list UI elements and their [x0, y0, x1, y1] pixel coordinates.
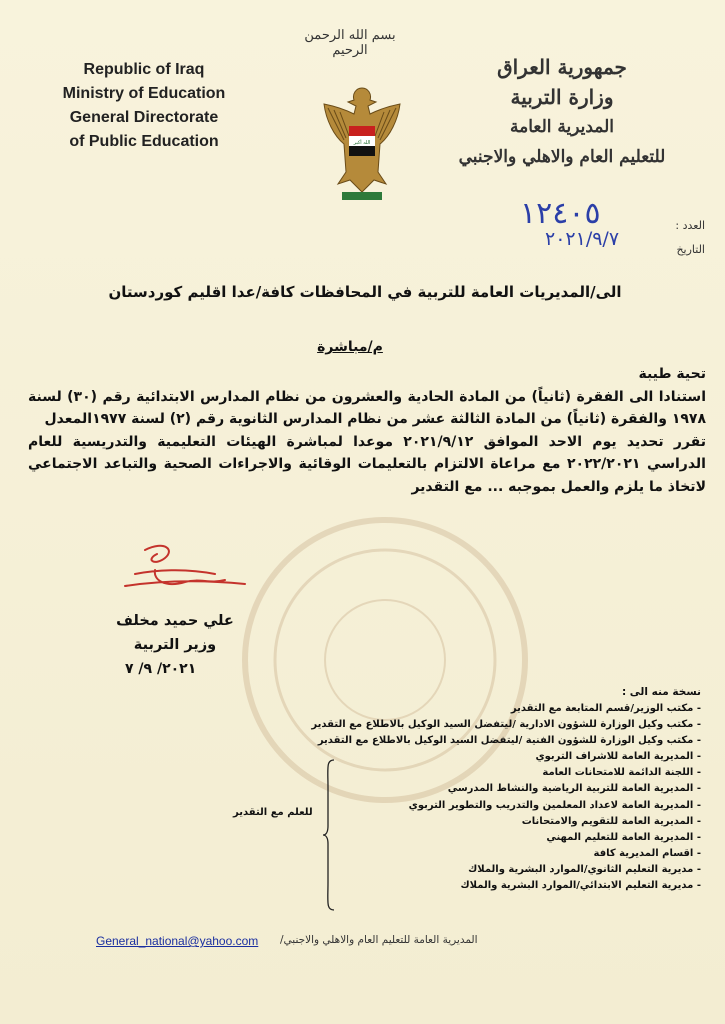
list-item: - مكتب الوزير/قسم المتابعة مع التقدير — [141, 701, 701, 717]
copies-list — [141, 701, 701, 894]
list-item: - المديرية العامة للاشراف التربوي — [141, 749, 701, 765]
eagle-emblem-icon — [316, 80, 408, 208]
list-item: - مكتب وكيل الوزارة للشؤون الفنية /ليتفضل السيد الوكيل بالاطلاع مع التقدير — [141, 733, 701, 749]
letterhead-line-2: Ministry of Education — [62, 85, 226, 102]
arabic-letterhead-line-1: جمهورية العراق — [497, 55, 627, 79]
brace-icon — [322, 758, 336, 912]
list-item: - المديرية العامة للتربية الرياضية والنشاط المدرسي — [141, 781, 701, 797]
signatory-title: وزير التربية — [133, 637, 217, 653]
date-label: التاريخ — [676, 243, 705, 256]
list-item: - مكتب وكيل الوزارة للشؤون الادارية /ليتفضل السيد الوكيل بالاطلاع مع التقدير — [141, 717, 701, 733]
greeting: تحية طيبة — [638, 366, 706, 382]
arabic-letterhead-line-3: المديرية العامة — [509, 117, 615, 137]
footer-email-link[interactable]: General_national@yahoo.com — [96, 934, 259, 948]
list-item: - المديرية العامة للتقويم والامتحانات — [141, 814, 701, 830]
date-value: ٢٠٢١/٩/٧ — [545, 228, 620, 250]
list-item: - مديرية التعليم الثانوي/الموارد البشرية والملاك — [141, 862, 701, 878]
emblem-text: الله أكبر — [353, 140, 371, 146]
list-item: - اقسام المديرية كافة — [141, 846, 701, 862]
arabic-letterhead-line-4: للتعليم العام والاهلي والاجنبي — [458, 147, 666, 167]
copies-title: نسخة منه الى : — [621, 686, 701, 698]
arabic-letterhead-line-2: وزارة التربية — [510, 85, 614, 109]
signature-date: ٢٠٢١/ ٩/ ٧ — [125, 661, 197, 677]
number-label: العدد : — [675, 219, 705, 232]
basmala: بسم الله الرحمن الرحيم — [304, 28, 396, 58]
signatory — [110, 609, 240, 657]
letterhead-line-1: Republic of Iraq — [83, 61, 205, 78]
subject-line: م/مباشرة — [317, 339, 383, 355]
number-value: ١٢٤٠٥ — [520, 196, 601, 231]
list-item: - مديرية التعليم الابتدائي/الموارد البشرية والملاك — [141, 878, 701, 894]
signatory-name: علي حميد مخلف — [116, 613, 234, 629]
arabic-letterhead — [447, 52, 677, 172]
list-item: - اللجنة الدائمة للامتحانات العامة — [141, 765, 701, 781]
letter-body — [28, 363, 706, 499]
letterhead-line-4: of Public Education — [69, 133, 219, 150]
addressee-line: الى/المديريات العامة للتربية في المحافظات كافة/عدا اقليم كوردستان — [108, 283, 622, 301]
handwritten-signature — [105, 540, 255, 620]
footer-directorate: المديرية العامة للتعليم العام والاهلي والاجنبي/ — [280, 934, 478, 946]
english-letterhead — [44, 58, 244, 154]
brace-label: للعلم مع التقدير — [233, 807, 313, 818]
list-item: - المديرية العامة للتعليم المهني — [141, 830, 701, 846]
body-paragraph-2: تقرر تحديد يوم الاحد الموافق ٢٠٢١/٩/١٢ موعدا لمباشرة الهيئات التعليمية والتدريسية للعام الدراسي ٢٠٢٢/٢٠٢١ مع مراعاة الالتزام بالتعليمات الوقائية والاجراءات الصحية والتباعد الاجتماعي لاتخاذ ما يلزم والعمل بموجبه ... مع التقدير — [28, 433, 707, 495]
letterhead-line-3: General Directorate — [69, 109, 219, 126]
body-paragraph-1: استنادا الى الفقرة (ثانياً) من المادة الحادية والعشرون من نظام المدارس الابتدائية رقم (٣٠) لسنة ١٩٧٨ والفقرة (ثانياً) من المادة الثالثة عشر من نظام المدارس الثانوية رقم (٢) لسنة ١٩٧٧المعدل — [28, 388, 706, 428]
list-item: - المديرية العامة لاعداد المعلمين والتدريب والتطوير التربوي — [141, 798, 701, 814]
